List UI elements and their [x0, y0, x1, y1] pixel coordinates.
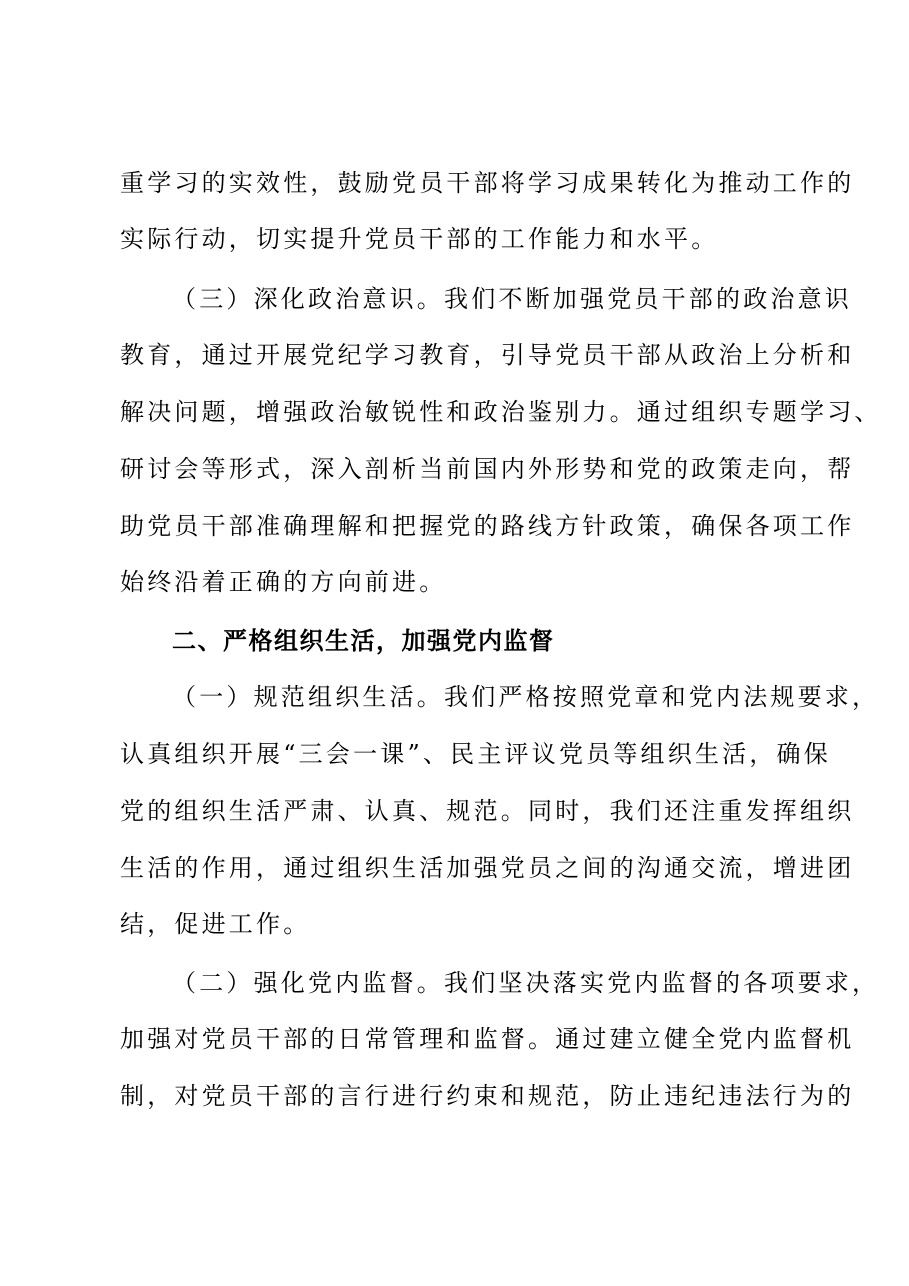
text-line: 重学习的实效性，鼓励党员干部将学习成果转化为推动工作的 — [120, 169, 855, 197]
text-line: 认真组织开展“三会一课”、民主评议党员等组织生活，确保 — [120, 740, 831, 768]
text-line: 制，对党员干部的言行进行约束和规范，防止违纪违法行为的 — [120, 1082, 855, 1110]
text-line: 研讨会等形式，深入剖析当前国内外形势和党的政策走向，帮 — [120, 455, 855, 483]
text-line: 党的组织生活严肃、认真、规范。同时，我们还注重发挥组织 — [120, 797, 855, 825]
text-line: 解决问题，增强政治敏锐性和政治鉴别力。通过组织专题学习、 — [120, 398, 882, 426]
text-line: 结，促进工作。 — [120, 910, 311, 938]
paragraph-1-first-line: （一）规范组织生活。我们严格按照党章和党内法规要求， — [172, 683, 880, 711]
text-line: 实际行动，切实提升党员干部的工作能力和水平。 — [120, 225, 719, 253]
text-line: 生活的作用，通过组织生活加强党员之间的沟通交流，增进团 — [120, 854, 855, 882]
text-line: 教育，通过开展党纪学习教育，引导党员干部从政治上分析和 — [120, 341, 855, 369]
text-line: 始终沿着正确的方向前进。 — [120, 568, 447, 596]
paragraph-3-first-line: （三）深化政治意识。我们不断加强党员干部的政治意识 — [172, 285, 852, 313]
text-line: 加强对党员干部的日常管理和监督。通过建立健全党内监督机 — [120, 1025, 855, 1053]
paragraph-2-first-line: （二）强化党内监督。我们坚决落实党内监督的各项要求， — [172, 969, 880, 997]
section-heading: 二、严格组织生活，加强党内监督 — [172, 627, 555, 655]
text-line: 助党员干部准确理解和把握党的路线方针政策，确保各项工作 — [120, 512, 855, 540]
